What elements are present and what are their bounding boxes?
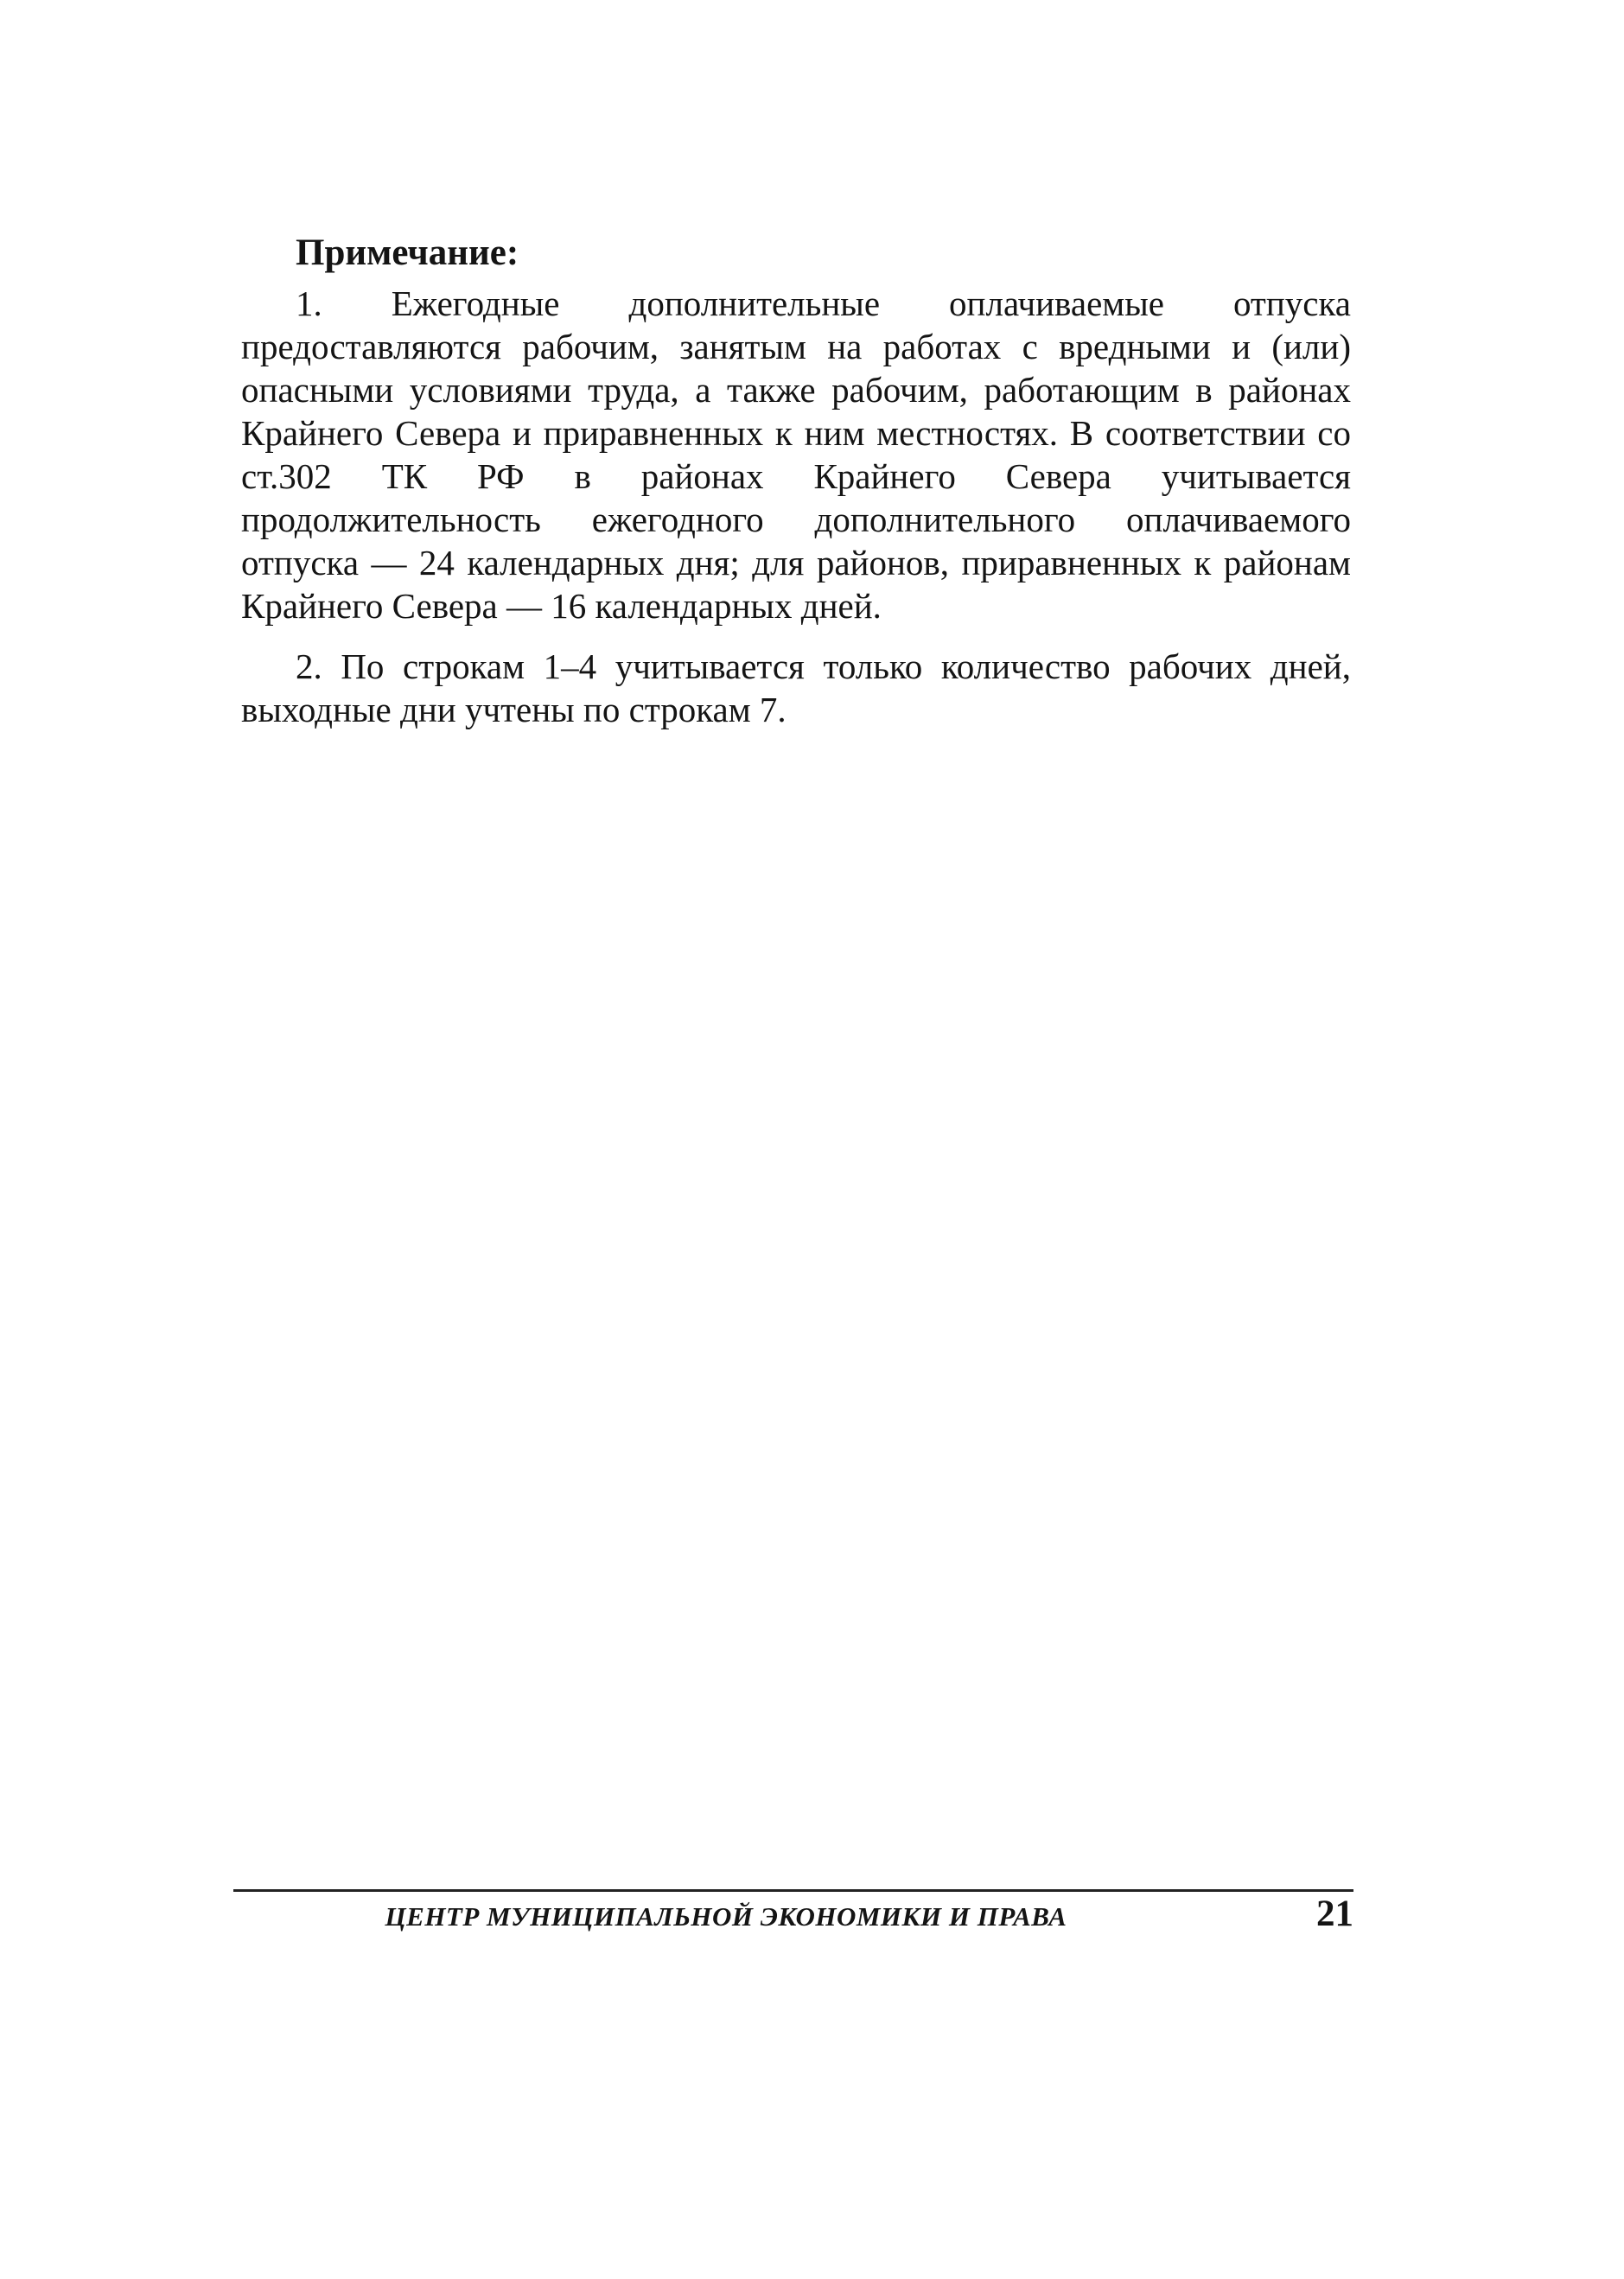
note-section bbox=[241, 232, 1351, 748]
page-number: 21 bbox=[1316, 1894, 1353, 1934]
note-paragraph-1: 1. Ежегодные дополнительные оплачиваемые отпуска предоставляются рабочим, занятым на работах с вредными и (или) опасными условиями труда, а также рабочим, работающим в районах Крайнего Севера и приравненных к ним местностях. В соответствии со ст.302 ТК РФ в районах Крайнего Севера учитывается продолжительность ежегодного дополнительного оплачиваемого отпуска — 24 календарных дня; для районов, приравненных к районам Крайнего Севера — 16 календарных дней. bbox=[241, 283, 1351, 626]
footer-publisher: ЦЕНТР МУНИЦИПАЛЬНОЙ ЭКОНОМИКИ И ПРАВА bbox=[385, 1901, 1067, 1932]
note-paragraph-2: 2. По строкам 1–4 учитывается только количество рабочих дней, выходные дни учтены по строкам 7. bbox=[241, 646, 1351, 729]
footer-divider bbox=[233, 1889, 1353, 1892]
note-title: Примечание: bbox=[296, 232, 519, 273]
